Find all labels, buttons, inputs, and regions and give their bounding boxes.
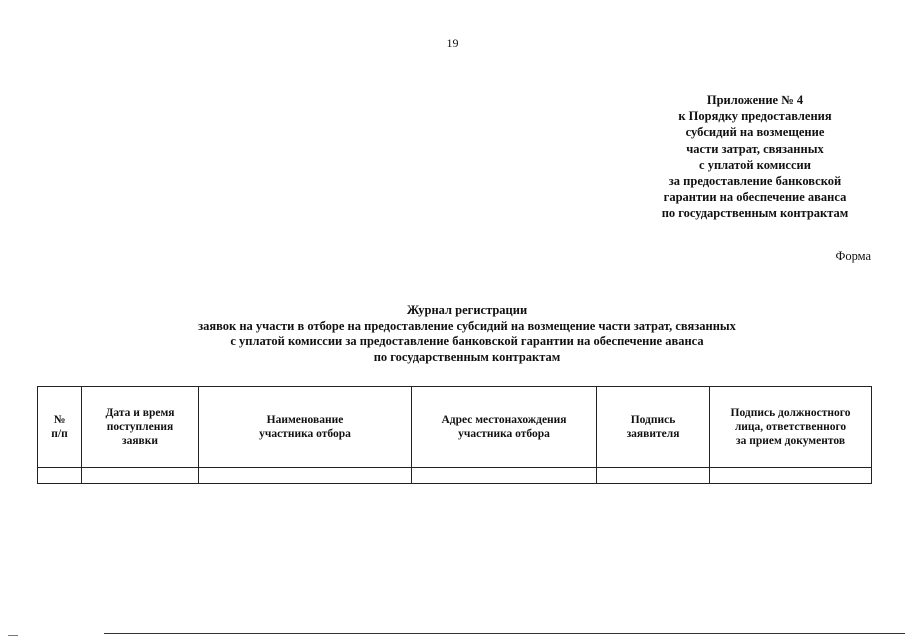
header-text: заявки [121,435,159,447]
header-cell-participant-name [199,387,412,468]
corner-mark [8,635,18,636]
appendix-header [600,92,905,222]
header-text: Подпись [630,414,676,426]
appendix-line: к Порядку предоставления [678,109,832,124]
header-text: Дата и время [105,407,175,419]
header-cell-date-time [82,387,199,468]
header-text: поступления [106,421,174,433]
table-cell [82,468,199,484]
appendix-line: части затрат, связанных [686,141,824,156]
appendix-line: по государственным контрактам [661,206,849,221]
appendix-line: гарантии на обеспечение аванса [663,190,847,205]
appendix-line: Приложение № 4 [706,93,804,107]
header-cell-applicant-signature [597,387,710,468]
header-text: участника отбора [458,428,550,440]
header-cell-participant-address [412,387,597,468]
header-text: Адрес местонахождения [441,414,567,426]
table-cell [38,468,82,484]
registration-journal-table [37,386,872,484]
header-text: участника отбора [259,428,351,440]
header-text: за прием документов [735,435,846,447]
header-text: № [53,414,66,426]
header-text: заявителя [626,428,680,440]
table-cell [412,468,597,484]
header-text: п/п [51,428,68,440]
journal-title-line: по государственным контрактам [373,349,561,364]
appendix-line: субсидий на возмещение [685,125,825,140]
journal-title-line: заявок на участи в отборе на предоставление субсидий на возмещение части затрат, связанных [198,318,736,333]
journal-title-line: Журнал регистрации [406,303,528,317]
table-row [38,468,872,484]
table-header-row [38,387,872,468]
page-number: 19 [446,36,459,50]
bottom-divider [104,633,905,634]
appendix-line: за предоставление банковской [668,174,842,189]
journal-title-line: с уплатой комиссии за предоставление банковской гарантии на обеспечение аванса [230,334,704,348]
header-cell-official-signature [710,387,872,468]
header-text: лица, ответственного [734,421,847,433]
header-text: Наименование [266,414,344,426]
appendix-line: с уплатой комиссии [699,157,811,172]
header-cell-number [38,387,82,468]
form-label: Форма [835,249,871,263]
journal-title [0,303,905,365]
table-cell [199,468,412,484]
table-cell [710,468,872,484]
header-text: Подпись должностного [730,407,851,419]
table-cell [597,468,710,484]
